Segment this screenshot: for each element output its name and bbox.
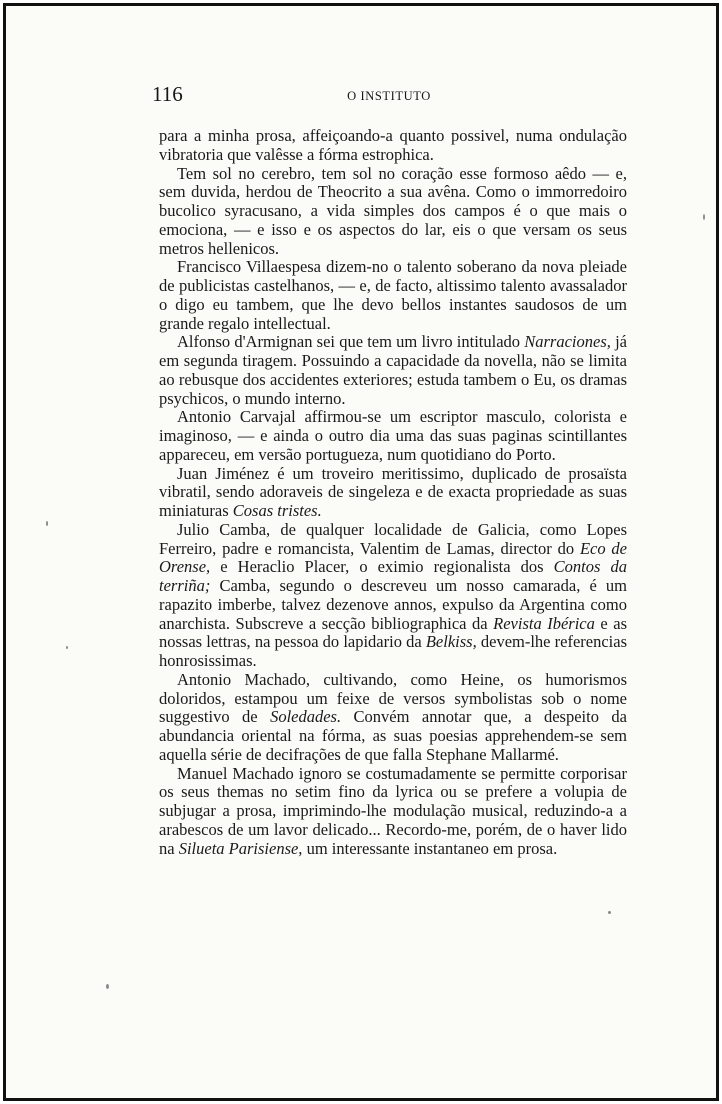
text-run: e Heraclio Placer, o eximio regionalista dos: [210, 557, 554, 577]
scan-speck: [106, 984, 109, 989]
page-number: 116: [152, 82, 183, 106]
text-run: Camba, segundo o descreveu um nosso camarada, é um rapazito imberbe, talvez dezenove annos, expulso da Argentina como anarchista. Subscreve a secção bibliographica da: [159, 576, 627, 633]
italic-title: Silueta Parisiense,: [178, 838, 303, 858]
scanned-page: [3, 3, 719, 1101]
paragraph: [159, 765, 627, 859]
paragraph: [159, 127, 627, 165]
text-run: Francisco Villaespesa dizem-no o talento soberano da nova pleiade de publicistas castelhanos, — e, de facto, altissimo talento avassalador o digo eu tambem, que lhe devo bellos instantes saudosos de um grande regalo intellectual.: [159, 257, 627, 333]
paragraph: [159, 258, 627, 333]
italic-title: Revista Ibérica: [493, 613, 595, 633]
text-run: Antonio Carvajal affirmou-se um escriptor masculo, colorista e imaginoso, — e ainda o outro dia uma das suas paginas scintillantes appareceu, em versão portugueza, num quotidiano do Porto.: [159, 407, 627, 464]
paragraph: [159, 165, 627, 259]
running-head: O INSTITUTO: [347, 89, 431, 103]
paragraph: [159, 671, 627, 765]
paragraph: [159, 333, 627, 408]
italic-title: Narraciones,: [524, 332, 611, 352]
text-run: e as nossas lettras, na pessoa do lapidario da: [159, 613, 628, 652]
text-run: Manuel Machado ignoro se costumadamente se permitte corporisar os seus themas no setim fino da lyrica ou se prefere a volupia de subjugar a prosa, imprimindo-lhe modulação musical, reduzindo-a a arabescos de um lavor delicado... Recordo-me, porém, de o haver lido na: [159, 763, 627, 858]
paragraph: [159, 408, 627, 464]
paragraph: [159, 521, 627, 671]
text-run: um interessante instantaneo em prosa.: [302, 838, 558, 858]
italic-title: Cosas tristes.: [232, 501, 322, 520]
scan-speck: [66, 646, 68, 649]
paragraph: [159, 465, 627, 521]
text-run: Antonio Machado, cultivando, como Heine, os humorismos doloridos, estampou um feixe de versos symbolistas sob o nome suggestivo de: [159, 669, 627, 727]
text-run: Alfonso d'Armignan sei que tem um livro intitulado: [177, 332, 525, 352]
text-run: Tem sol no cerebro, tem sol no coração esse formoso aêdo — e, sem duvida, herdou de Theocrito a sua avêna. Como o immorredoiro bucolico syracusano, a vida simples dos campos é o que mais o emociona, — e isso e os aspectos do lar, eis o que versam os seus metros hellenicos.: [159, 163, 627, 258]
text-run: Convém annotar que, a despeito da abundancia oriental na fórma, as suas poesias apprehendem-se sem aquella série de decifrações de que falla Stephane Mallarmé.: [159, 707, 627, 764]
italic-title: Contos da terriña;: [159, 557, 627, 595]
scan-speck: [46, 521, 48, 526]
scan-speck: [608, 911, 611, 914]
text-run: devem-lhe referencias honrosissimas.: [159, 632, 628, 670]
text-run: para a minha prosa, affeiçoando-a quanto possivel, numa ondulação vibratoria que valêsse a fórma estrophica.: [159, 126, 627, 164]
body-text: [159, 127, 627, 858]
italic-title: Soledades.: [270, 707, 342, 727]
text-run: Juan Jiménez é um troveiro meritissimo, duplicado de prosaïsta vibratil, sendo adoraveis de singeleza e de exacta propriedade as suas miniaturas: [159, 463, 627, 520]
italic-title: Eco de Orense,: [159, 538, 627, 577]
page-header: [152, 82, 626, 110]
scan-speck: [703, 214, 705, 220]
text-run: já em segunda tiragem. Possuindo a capacidade da novella, não se limita ao rebusque dos accidentes exteriores; estuda tambem o Eu, os dramas psychicos, o mundo interno.: [159, 332, 627, 408]
text-run: Julio Camba, de qualquer localidade de Galicia, como Lopes Ferreiro, padre e romancista, Valentim de Lamas, director do: [159, 519, 627, 558]
italic-title: Belkiss,: [425, 632, 477, 652]
